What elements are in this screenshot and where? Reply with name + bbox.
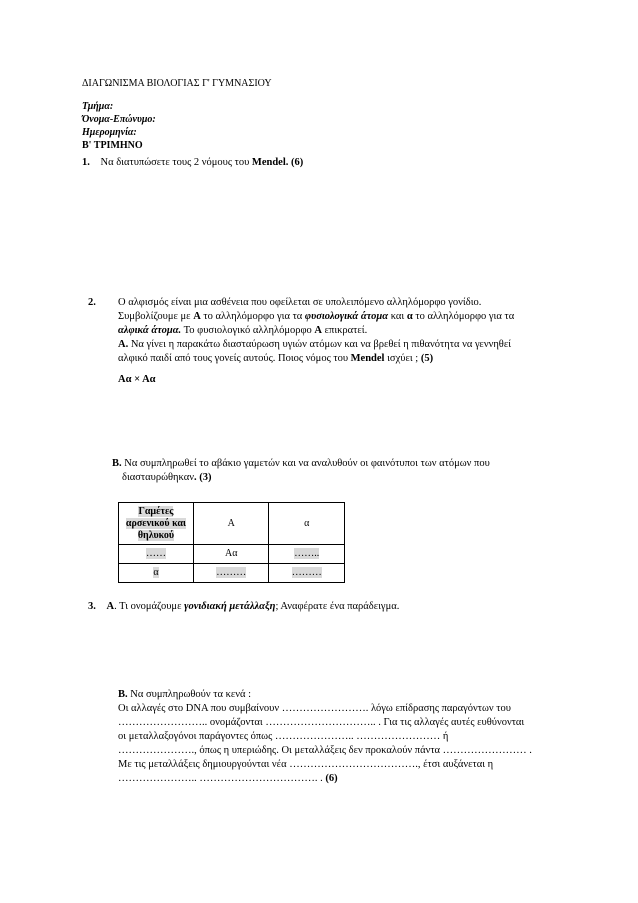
term-label: Β' ΤΡΙΜΗΝΟ <box>82 140 143 151</box>
question-3: 3. Α. Τι ονομάζουμε γονιδιακή μετάλλαξη; Αναφέρατε ένα παράδειγμα. <box>88 601 400 612</box>
question-1-bold: Mendel. (6) <box>251 157 304 168</box>
q3b-intro: Β. Να συμπληρωθούν τα κενά : <box>118 689 252 700</box>
cross-formula: Αα × Αα <box>118 374 156 385</box>
punnett-cell-2-1[interactable]: ……… <box>193 564 269 583</box>
question-1-text: Να διατυπώσετε τους 2 νόμους του <box>100 157 252 168</box>
q2-line-4: Α. Να γίνει η παρακάτω διασταύρωση υγιών ατόμων και να βρεθεί η πιθανότητα να γεννηθεί <box>118 339 512 350</box>
q2-line-1: Ο αλφισμός είναι μια ασθένεια που οφείλεται σε υπολειπόμενο αλληλόμορφο γονίδιο. <box>118 297 482 308</box>
date-label: Ημερομηνία: <box>82 127 137 138</box>
punnett-row-2-gamete: α <box>119 564 194 583</box>
class-label: Τμήμα: <box>82 101 114 112</box>
punnett-cell-1-1: Αα <box>193 545 269 564</box>
question-3b <box>118 688 558 786</box>
punnett-header-a: α <box>269 503 345 545</box>
punnett-corner: Γαμέτες αρσενικού και θηλυκού <box>119 503 194 545</box>
punnett-row-1-gamete[interactable]: …… <box>119 545 194 564</box>
q2-line-5: αλφικό παιδί από τους γονείς αυτούς. Ποιος νόμος του Mendel ισχύει ; (5) <box>118 353 434 364</box>
q3b-line-1: Οι αλλαγές στο DNA που συμβαίνουν ……………………. λόγω επίδρασης παραγόντων του <box>118 703 511 714</box>
punnett-square <box>118 502 345 583</box>
q3b-line-3: οι μεταλλαξογόνοι παράγοντες όπως ………………….. …………………… ή <box>118 731 449 742</box>
question-2-number: 2. <box>88 297 96 308</box>
punnett-cell-1-2[interactable]: …….. <box>269 545 345 564</box>
name-label: Όνομα-Επώνυμο: <box>82 114 156 125</box>
q2-line-2: Συμβολίζουμε με Α το αλληλόμορφο για τα φυσιολογικά άτομα και α το αλληλόμορφο για τα <box>118 311 515 322</box>
question-2b <box>112 457 552 485</box>
punnett-header-A: Α <box>193 503 269 545</box>
exam-title: ΔΙΑΓΩΝΙΣΜΑ ΒΙΟΛΟΓΙΑΣ Γ' ΓΥΜΝΑΣΙΟΥ <box>82 78 272 89</box>
q2-line-3: αλφικά άτομα. Το φυσιολογικό αλληλόμορφο Α επικρατεί. <box>118 325 368 336</box>
q3b-line-2: …………………….. ονομάζονται ………………………….. . Για τις αλλαγές αυτές ευθύνονται <box>118 717 525 728</box>
question-1 <box>82 156 303 170</box>
question-2-body <box>118 296 548 366</box>
q3a-term: γονιδιακή μετάλλαξη <box>184 601 276 612</box>
q2b-line-2: διασταυρώθηκαν. (3) <box>122 472 212 483</box>
question-1-number: 1. <box>82 157 90 168</box>
question-3-number: 3. <box>88 601 96 612</box>
q2b-line-1: Β. Να συμπληρωθεί το αβάκιο γαμετών και να αναλυθούν οι φαινότυποι των ατόμων που <box>112 458 490 469</box>
punnett-cell-2-2[interactable]: ……… <box>269 564 345 583</box>
q3b-line-5: Με τις μεταλλάξεις δημιουργούνται νέα ………………………………., έτσι αυξάνεται η <box>118 759 494 770</box>
q3b-line-4: …………………., όπως η υπεριώδης. Οι μεταλλάξεις δεν προκαλούν πάντα …………………… . <box>118 745 532 756</box>
q3b-line-6: ………………….. ……………………………. . (6) <box>118 773 338 784</box>
q3a-label: Α <box>106 601 115 612</box>
